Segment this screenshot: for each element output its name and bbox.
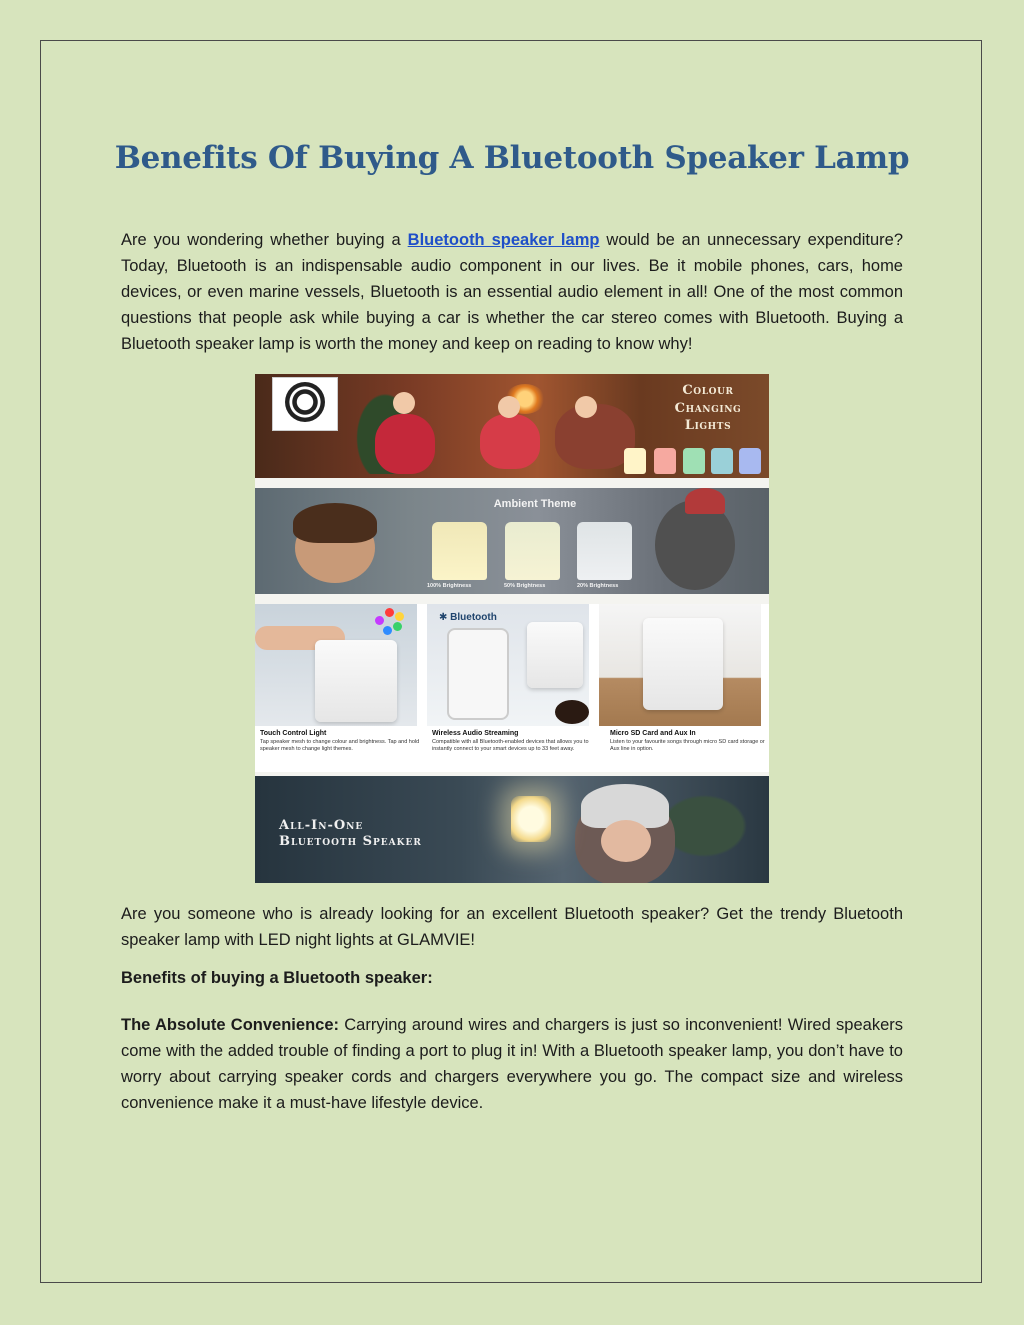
speaker-lamp <box>527 622 583 688</box>
convenience-text: Carrying around wires and chargers is just so inconvenient! Wired speakers come with the added trouble of finding a port to plug it in! With a Bluetooth speaker lamp, you don’t have to worry about carrying speaker cords and chargers everywhere you go. The compact size and wireless convenience make it a must-have lifestyle device. <box>121 1016 903 1112</box>
micro-sd-tile <box>599 604 761 726</box>
lamp-green <box>683 448 705 474</box>
speaker-lamp <box>315 640 397 722</box>
child-face <box>498 396 520 418</box>
page-title: Benefits Of Buying A Bluetooth Speaker Lamp <box>114 140 910 176</box>
convenience-paragraph <box>121 1012 903 1116</box>
intro-paragraph <box>121 227 903 357</box>
caption-text: Listen to your favourite songs through micro SD card storage or Aux line in option. <box>610 739 765 752</box>
colour-line-1: Colour <box>682 383 734 398</box>
caption-text: Tap speaker mesh to change colour and brightness. Tap and hold speaker mesh to change light themes. <box>260 739 420 752</box>
lamp-100 <box>432 522 487 580</box>
glowing-speaker-lamp <box>511 796 551 842</box>
intro-text-after: would be an unnecessary expenditure? Today, Bluetooth is an indispensable audio component in our lives. Be it mobile phones, cars, home devices, or even marine vessels, Bluetooth is an essential audio element in all! One of the most common questions that people ask while buying a car is whether the car stereo comes with Bluetooth. Buying a Bluetooth speaker lamp is worth the money and keep on reading to know why! <box>121 231 904 353</box>
lamp-50 <box>505 522 560 580</box>
smartphone <box>447 628 509 720</box>
benefits-heading: Benefits of buying a Bluetooth speaker: <box>121 969 433 987</box>
child-figure <box>480 414 540 469</box>
child-face <box>393 392 415 414</box>
bluetooth-logo: ✱ Bluetooth <box>439 612 497 623</box>
caption-heading: Touch Control Light <box>260 730 327 737</box>
brand-logo <box>272 377 338 431</box>
lamp-blue <box>739 448 761 474</box>
bluetooth-logo-text: Bluetooth <box>450 612 497 623</box>
color-dot <box>383 626 392 635</box>
micro-sd-caption <box>610 730 769 752</box>
glamvie-paragraph: Are you someone who is already looking for an excellent Bluetooth speaker? Get the trendy Bluetooth speaker lamp with LED night lights at GLAMVIE! <box>121 905 903 949</box>
girl-face <box>601 820 651 862</box>
mother-face <box>575 396 597 418</box>
lamp-pink <box>654 448 676 474</box>
all-in-one-panel <box>255 776 769 883</box>
wireless-streaming-tile <box>427 604 589 726</box>
bluetooth-speaker-lamp-link[interactable]: Bluetooth speaker lamp <box>407 231 600 249</box>
lamp-warm <box>624 448 646 474</box>
brightness-caption: 20% Brightness <box>577 583 619 589</box>
caption-heading: Wireless Audio Streaming <box>432 730 519 737</box>
product-collage-image <box>255 374 769 883</box>
color-dot <box>385 608 394 617</box>
touch-control-tile <box>255 604 417 726</box>
color-dot <box>393 622 402 631</box>
colour-line-3: Lights <box>684 418 732 433</box>
colour-changing-heading <box>653 382 763 435</box>
logo-emblem <box>285 382 325 422</box>
all-in-one-line-1: All-In-One <box>279 818 364 833</box>
all-in-one-line-2: Bluetooth Speaker <box>279 834 422 849</box>
color-dot <box>375 616 384 625</box>
caption-heading: Micro SD Card and Aux In <box>610 730 696 737</box>
owl-hat <box>685 488 725 514</box>
lamp-cyan <box>711 448 733 474</box>
coffee-cup <box>555 700 589 724</box>
wireless-streaming-caption <box>432 730 594 752</box>
speaker-lamp <box>643 618 723 710</box>
child-figure <box>375 414 435 474</box>
touch-control-caption <box>260 730 422 752</box>
convenience-label: The Absolute Convenience: <box>121 1016 339 1034</box>
features-panel <box>255 604 769 772</box>
lamp-20 <box>577 522 632 580</box>
all-in-one-heading <box>279 818 422 850</box>
mother-figure <box>555 404 635 469</box>
color-dot <box>395 612 404 621</box>
ambient-theme-panel <box>255 488 769 594</box>
colour-line-2: Changing <box>674 400 742 416</box>
colour-changing-panel <box>255 374 769 478</box>
brightness-caption: 100% Brightness <box>427 583 472 589</box>
intro-text-before: Are you wondering whether buying a <box>121 231 408 249</box>
ambient-theme-title: Ambient Theme <box>493 498 577 510</box>
brightness-caption: 50% Brightness <box>504 583 546 589</box>
caption-text: Compatible with all Bluetooth-enabled devices that allows you to instantly connect to your smart devices up to 33 feet away. <box>432 739 589 752</box>
